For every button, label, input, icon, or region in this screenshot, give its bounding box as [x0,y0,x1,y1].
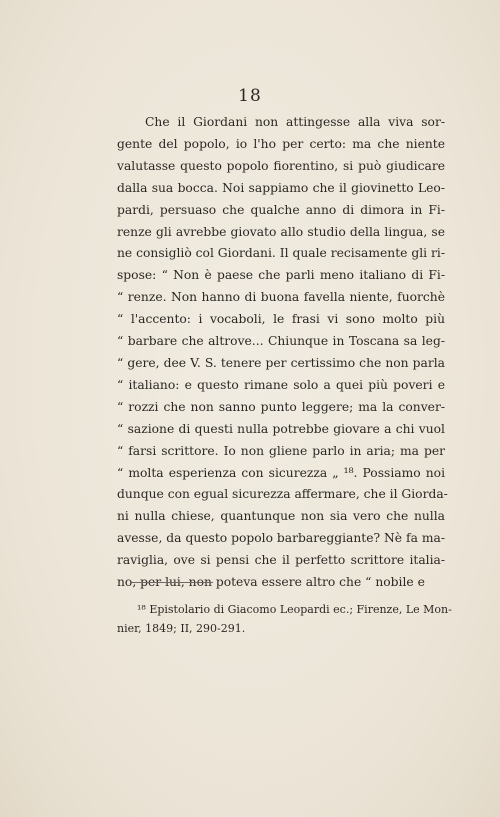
text-line: dalla sua bocca. Noi sappiamo che il giovinetto Leo- [117,180,445,195]
text-line: ni nulla chiese, quantunque non sia vero che nulla [117,509,445,524]
text-line: “ l'accento: i vocaboli, le frasi vi sono molto più [117,312,445,327]
footnote-line: ¹⁸ Epistolario di Giacomo Leopardi ec.; Firenze, Le Mon- [137,603,452,616]
text-line: “ italiano: e questo rimane solo a quei più poveri e [117,377,445,392]
text-line: dunque con egual sicurezza affermare, che il Giorda- [117,487,448,502]
page-number: 18 [238,86,262,106]
text-line: spose: “ Non è paese che parli meno italiano di Fi- [117,268,445,283]
footnote-separator [131,582,213,583]
text-line: no, per lui, non poteva essere altro che “ nobile e [117,575,425,590]
text-line: “ molta esperienza con sicurezza „ ¹⁸. Possiamo noi [117,465,445,480]
text-line: renze gli avrebbe giovato allo studio della lingua, se [117,224,445,239]
text-line: “ sazione di questi nulla potrebbe giovare a chi vuol [117,421,445,436]
text-line: ne consigliò col Giordani. Il quale recisamente gli ri- [117,246,445,261]
text-line: raviglia, ove si pensi che il perfetto scrittore italia- [117,553,445,568]
footnote-line: nier, 1849; II, 290-291. [117,622,246,635]
text-line: avesse, da questo popolo barbareggiante? Nè fa ma- [117,531,445,546]
body-text [117,112,448,594]
text-line: “ rozzi che non sanno punto leggere; ma la conver- [117,399,445,414]
text-line: “ farsi scrittore. Io non gliene parlo in aria; ma per [117,443,445,458]
text-line: “ renze. Non hanno di buona favella niente, fuorchè [117,290,445,305]
text-line: “ barbare che altrove... Chiunque in Toscana sa leg- [117,334,445,349]
text-line: Che il Giordani non attingesse alla viva sor- [145,115,445,129]
footnote [117,600,452,638]
text-line: pardi, persuaso che qualche anno di dimora in Fi- [117,202,445,217]
text-line: “ gere, dee V. S. tenere per certissimo che non parla [117,355,445,370]
text-line: valutasse questo popolo fiorentino, si può giudicare [117,158,445,173]
text-line: gente del popolo, io l'ho per certo: ma che niente [117,136,445,151]
